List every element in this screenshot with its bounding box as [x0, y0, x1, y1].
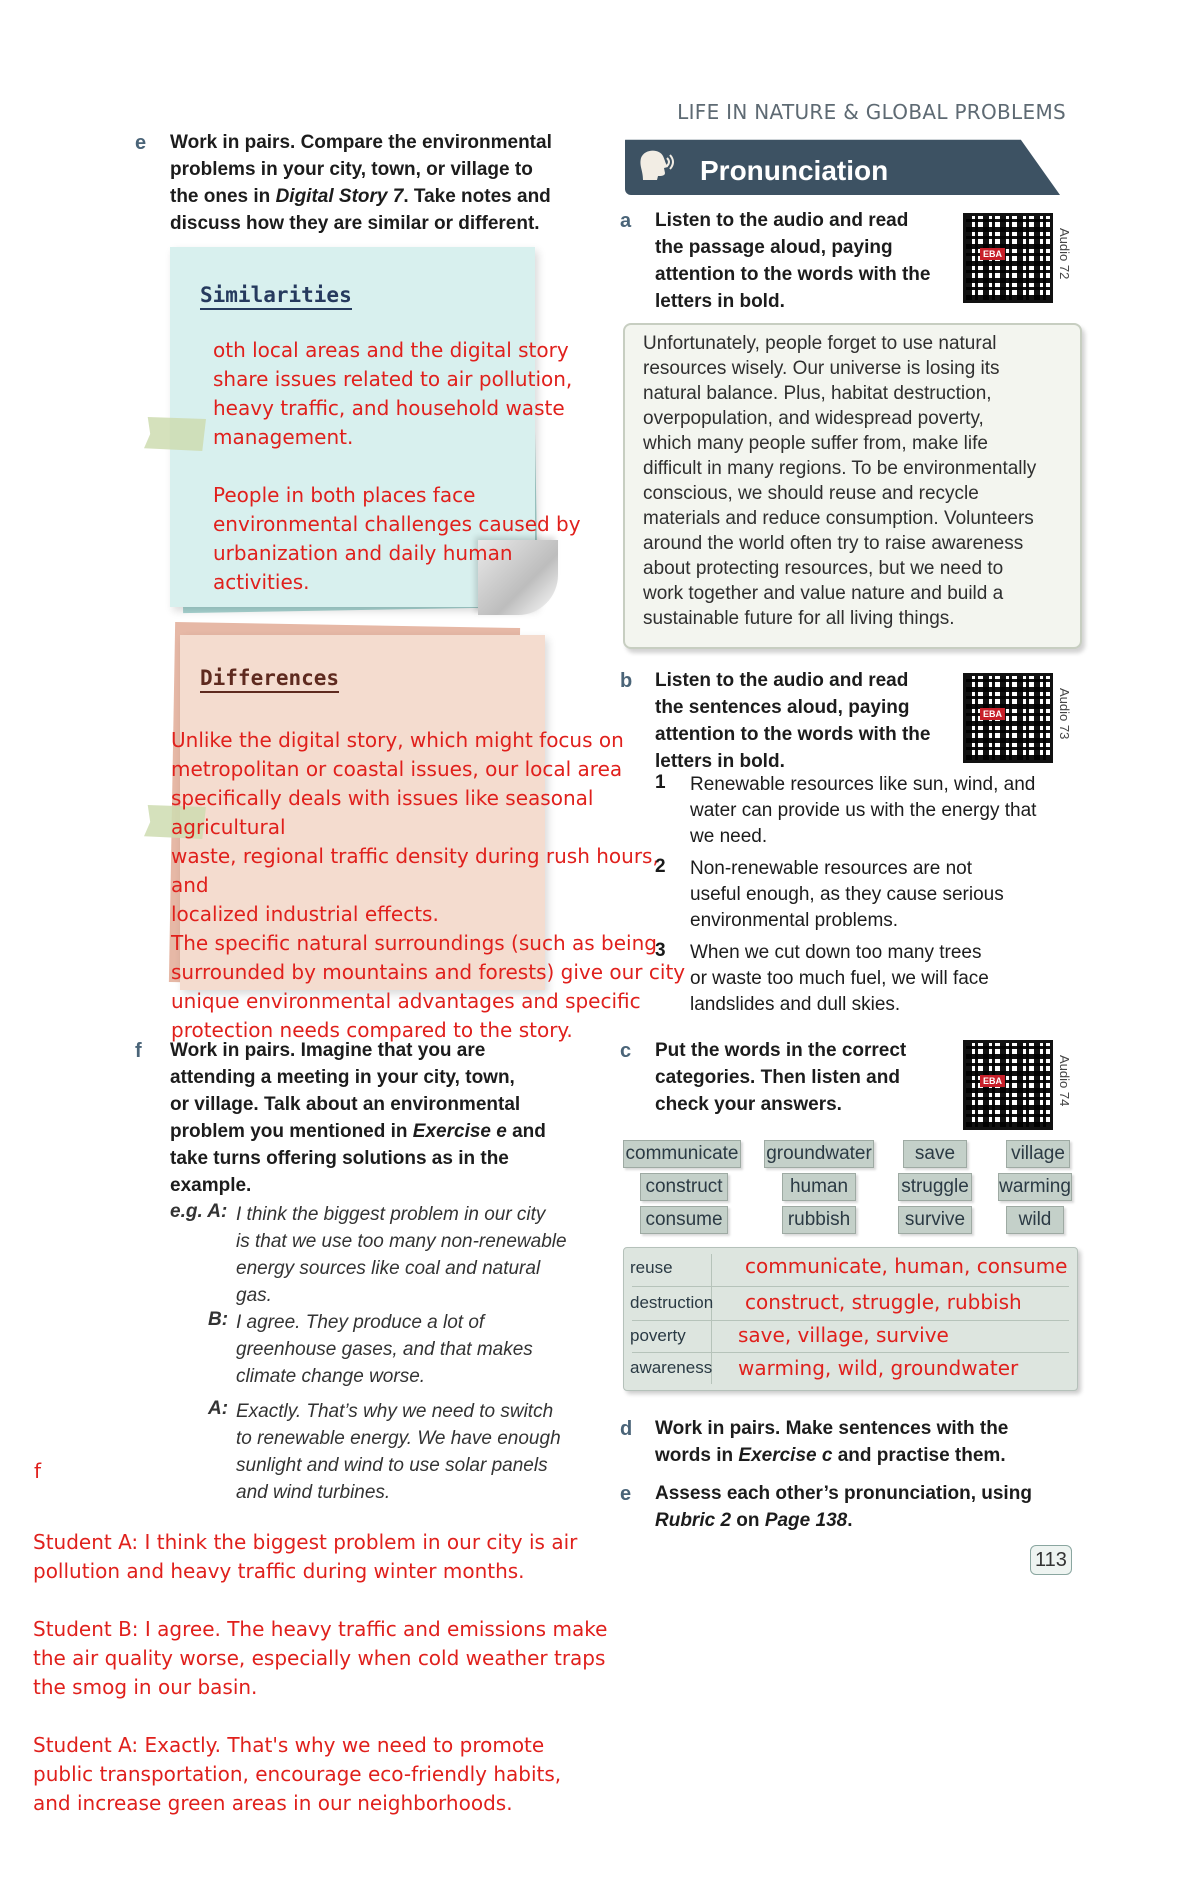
- exercise-f-line: attending a meeting in your city, town,: [170, 1067, 515, 1088]
- word-chip[interactable]: communicate: [623, 1140, 741, 1168]
- speaker-label: e.g. A:: [170, 1201, 228, 1222]
- answer-line: protection needs compared to the story.: [171, 1018, 573, 1042]
- table-rule: [632, 1286, 1069, 1287]
- word-chip[interactable]: village: [1006, 1140, 1070, 1168]
- qr-logo-badge: EBA: [980, 708, 1005, 720]
- category-answer: save, village, survive: [738, 1323, 949, 1347]
- dialog-line: to renewable energy. We have enough: [236, 1428, 561, 1449]
- dialog-line: gas.: [236, 1285, 272, 1306]
- word-chip[interactable]: human: [782, 1173, 856, 1201]
- passage-line: difficult in many regions. To be environmentally: [643, 458, 1037, 479]
- sentence-2: [690, 856, 1090, 934]
- word-chip[interactable]: warming: [998, 1173, 1072, 1201]
- sentence-line: water can provide us with the energy that: [690, 800, 1037, 821]
- exercise-e-letter: e: [135, 132, 147, 154]
- answer-line: activities.: [213, 570, 310, 594]
- answer-f-marker: f: [34, 1459, 42, 1483]
- speaker-label: B:: [208, 1309, 229, 1330]
- word-chip[interactable]: consume: [640, 1206, 728, 1234]
- category-label: awareness: [630, 1358, 713, 1377]
- word-chip[interactable]: wild: [1006, 1206, 1064, 1234]
- exercise-e-line: problems in your city, town, or village to: [170, 159, 533, 180]
- answer-line: Student A: Exactly. That's why we need to promote: [33, 1733, 545, 1757]
- qr-code-audio-72[interactable]: [963, 213, 1053, 303]
- exercise-f-line: or village. Talk about an environmental: [170, 1094, 521, 1115]
- category-label: poverty: [630, 1326, 686, 1345]
- answer-line: metropolitan or coastal issues, our local area: [171, 757, 623, 781]
- answer-line: share issues related to air pollution,: [213, 367, 573, 391]
- answer-line: surrounded by mountains and forests) give our city: [171, 960, 686, 984]
- dialog-line: I think the biggest problem in our city: [236, 1204, 546, 1225]
- passage-line: materials and reduce consumption. Volunteers: [643, 508, 1034, 529]
- exercise-a-letter: a: [620, 210, 632, 232]
- exercise-a-instructions: [655, 207, 955, 315]
- differences-title: Differences: [200, 666, 339, 693]
- dialog-line: I agree. They produce a lot of: [236, 1312, 485, 1333]
- answer-line: environmental challenges caused by: [213, 512, 581, 536]
- category-answer: construct, struggle, rubbish: [745, 1290, 1022, 1314]
- answer-line: Unlike the digital story, which might focus on: [171, 728, 624, 752]
- answer-line: Student A: I think the biggest problem in our city is air: [33, 1530, 578, 1554]
- passage-line: sustainable future for all living things.: [643, 608, 955, 629]
- audio-72-label: Audio 72: [1057, 228, 1072, 280]
- exercise-f-letter: f: [135, 1040, 142, 1062]
- dialog-line: and wind turbines.: [236, 1482, 391, 1503]
- pronunciation-title: Pronunciation: [700, 155, 889, 186]
- sentence-number: 1: [655, 772, 666, 793]
- exercise-f-instructions: [170, 1037, 600, 1199]
- running-header: LIFE IN NATURE & GLOBAL PROBLEMS: [677, 100, 1066, 124]
- exercise-b-line: the sentences aloud, paying: [655, 697, 910, 718]
- qr-code-audio-73[interactable]: [963, 673, 1053, 763]
- category-label: reuse: [630, 1258, 673, 1277]
- word-chip[interactable]: save: [903, 1140, 967, 1168]
- example-line-a2: [236, 1398, 596, 1506]
- exercise-b-instructions: [655, 667, 955, 775]
- exercise-c-instructions: [655, 1037, 955, 1118]
- answer-line: and increase green areas in our neighborhoods.: [33, 1791, 513, 1815]
- passage-line: which many people suffer from, make life: [643, 433, 988, 454]
- word-chip[interactable]: construct: [640, 1173, 728, 1201]
- answer-line: the air quality worse, especially when cold weather traps: [33, 1646, 606, 1670]
- dialog-line: energy sources like coal and natural: [236, 1258, 541, 1279]
- qr-logo-badge: EBA: [980, 1075, 1005, 1087]
- answer-line: unique environmental advantages and specific: [171, 989, 641, 1013]
- word-chip[interactable]: rubbish: [782, 1206, 856, 1234]
- exercise-a-line: Listen to the audio and read: [655, 210, 909, 231]
- answer-line: The specific natural surroundings (such as being: [171, 931, 657, 955]
- answer-line: the smog in our basin.: [33, 1675, 258, 1699]
- answer-line: waste, regional traffic density during rush hours, and: [171, 844, 659, 897]
- exercise-d-line: words in Exercise c and practise them.: [655, 1445, 1006, 1466]
- passage-line: work together and value nature and build a: [643, 583, 1004, 604]
- blank-line: [33, 1702, 613, 1731]
- sentence-line: or waste too much fuel, we will face: [690, 968, 989, 989]
- exercise-b-line: attention to the words with the: [655, 724, 931, 745]
- passage-line: natural balance. Plus, habitat destruction,: [643, 383, 992, 404]
- sentence-line: landslides and dull skies.: [690, 994, 901, 1015]
- passage-line: overpopulation, and widespread poverty,: [643, 408, 984, 429]
- sentence-line: environmental problems.: [690, 910, 899, 931]
- exercise-d-line: Work in pairs. Make sentences with the: [655, 1418, 1009, 1439]
- sentence-number: 2: [655, 856, 666, 877]
- example-line-a1: [236, 1201, 596, 1309]
- exercise-e-line: discuss how they are similar or different.: [170, 213, 540, 234]
- passage-line: resources wisely. Our universe is losing its: [643, 358, 1000, 379]
- answer-line: oth local areas and the digital story: [213, 338, 569, 362]
- exercise-e-line: the ones in Digital Story 7. Take notes and: [170, 186, 551, 207]
- page-number: 113: [1030, 1545, 1072, 1575]
- answer-line: heavy traffic, and household waste: [213, 396, 565, 420]
- sentence-line: When we cut down too many trees: [690, 942, 982, 963]
- audio-74-label: Audio 74: [1057, 1055, 1072, 1107]
- sentence-line: Non-renewable resources are not: [690, 858, 972, 879]
- passage-text: [643, 331, 1073, 631]
- category-label: destruction: [630, 1293, 714, 1312]
- exercise-f-line: Work in pairs. Imagine that you are: [170, 1040, 486, 1061]
- answer-line: Student B: I agree. The heavy traffic and emissions make: [33, 1617, 608, 1641]
- dialog-line: greenhouse gases, and that makes: [236, 1339, 533, 1360]
- exercise-b-letter: b: [620, 670, 633, 692]
- category-answer: warming, wild, groundwater: [738, 1356, 1019, 1380]
- answer-line: People in both places face: [213, 483, 476, 507]
- sentence-line: useful enough, as they cause serious: [690, 884, 1004, 905]
- sentence-1: [690, 772, 1090, 850]
- qr-logo-badge: EBA: [980, 248, 1005, 260]
- passage-line: about protecting resources, but we need to: [643, 558, 1004, 579]
- sentence-number: 3: [655, 940, 666, 961]
- answer-line: specifically deals with issues like seasonal agricultural: [171, 786, 594, 839]
- word-chip[interactable]: groundwater: [764, 1140, 874, 1168]
- exercise-e2-letter: e: [620, 1483, 632, 1505]
- passage-line: around the world often try to raise awareness: [643, 533, 1024, 554]
- exercise-f-line: take turns offering solutions as in the: [170, 1148, 509, 1169]
- dialog-line: sunlight and wind to use solar panels: [236, 1455, 548, 1476]
- speaking-head-icon: [635, 146, 675, 186]
- tape-strip: [144, 417, 206, 451]
- word-chip[interactable]: survive: [898, 1206, 972, 1234]
- speaker-label: A:: [208, 1398, 229, 1419]
- answer-line: localized industrial effects.: [171, 902, 439, 926]
- audio-73-label: Audio 73: [1057, 688, 1072, 740]
- sentence-line: we need.: [690, 826, 768, 847]
- exercise-b-line: Listen to the audio and read: [655, 670, 909, 691]
- differences-answer: [171, 726, 701, 1045]
- sentence-3: [690, 940, 1090, 1018]
- answer-line: management.: [213, 425, 354, 449]
- answer-line: urbanization and daily human: [213, 541, 513, 565]
- dialog-line: Exactly. That’s why we need to switch: [236, 1401, 554, 1422]
- similarities-title: Similarities: [200, 283, 352, 310]
- exercise-d-letter: d: [620, 1418, 633, 1440]
- exercise-b-line: letters in bold.: [655, 751, 785, 772]
- exercise-f-line: example.: [170, 1175, 252, 1196]
- exercise-c-line: check your answers.: [655, 1094, 842, 1115]
- answer-f-dialog: [33, 1528, 613, 1818]
- exercise-c-line: categories. Then listen and: [655, 1067, 900, 1088]
- exercise-e2-instructions: [655, 1480, 1075, 1534]
- example-line-b: [236, 1309, 596, 1390]
- exercise-f-line: problem you mentioned in Exercise e and: [170, 1121, 546, 1142]
- passage-line: Unfortunately, people forget to use natural: [643, 333, 997, 354]
- table-rule: [632, 1352, 1069, 1353]
- blank-line: [33, 1586, 613, 1615]
- exercise-c-line: Put the words in the correct: [655, 1040, 907, 1061]
- exercise-a-line: letters in bold.: [655, 291, 785, 312]
- exercise-c-letter: c: [620, 1040, 632, 1062]
- dialog-line: is that we use too many non-renewable: [236, 1231, 567, 1252]
- exercise-e2-line: Assess each other’s pronunciation, using: [655, 1483, 1032, 1504]
- answer-line: public transportation, encourage eco-friendly habits,: [33, 1762, 562, 1786]
- answer-line: pollution and heavy traffic during winter months.: [33, 1559, 525, 1583]
- word-chip[interactable]: struggle: [898, 1173, 972, 1201]
- exercise-a-line: attention to the words with the: [655, 264, 931, 285]
- dialog-line: climate change worse.: [236, 1366, 426, 1387]
- exercise-e2-line: Rubric 2 on Page 138.: [655, 1510, 853, 1531]
- similarities-answer: [213, 336, 583, 597]
- passage-line: conscious, we should reuse and recycle: [643, 483, 979, 504]
- blank-line: [213, 452, 583, 481]
- exercise-e-line: Work in pairs. Compare the environmental: [170, 132, 552, 153]
- exercise-a-line: the passage aloud, paying: [655, 237, 893, 258]
- category-answer: communicate, human, consume: [745, 1254, 1068, 1278]
- exercise-e-instructions: [170, 129, 600, 237]
- sentence-line: Renewable resources like sun, wind, and: [690, 774, 1036, 795]
- exercise-d-instructions: [655, 1415, 1075, 1469]
- qr-code-audio-74[interactable]: [963, 1040, 1053, 1130]
